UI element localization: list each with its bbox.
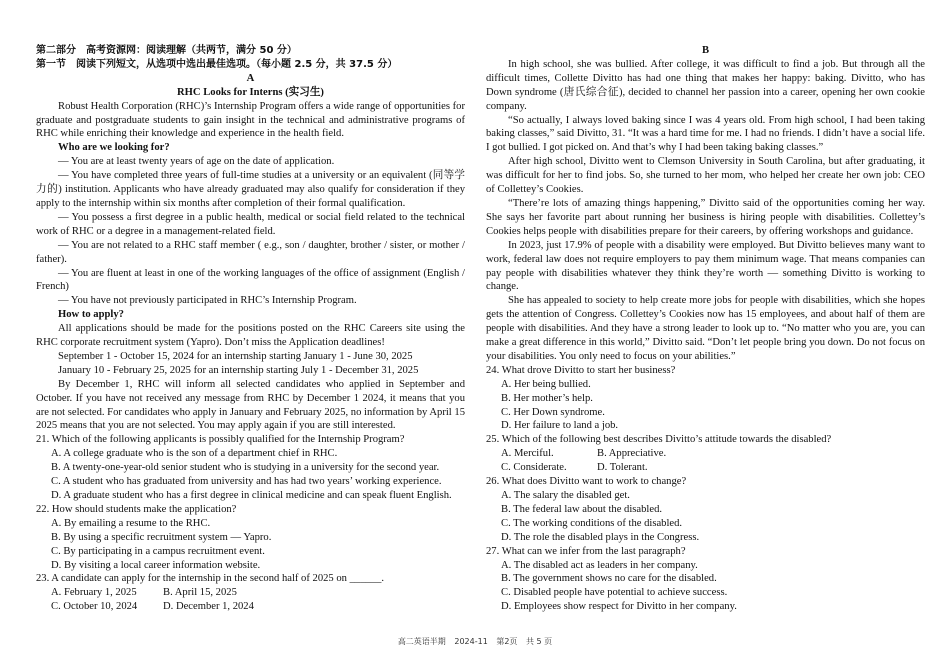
option: A. February 1, 2025 <box>51 587 137 599</box>
option: C. By participating in a campus recruitment event. <box>51 545 265 557</box>
passage-a-label: A <box>246 72 255 84</box>
option: B. April 15, 2025 <box>163 587 237 599</box>
passage-b-label: B <box>701 45 710 56</box>
footer-date: 2024-11 <box>454 637 488 646</box>
how-text: All applications should be made for the positions posted on the RHC Careers site using the RHC corporate recruitment system (Yapro). Don’t miss the Application deadlines! <box>36 323 465 349</box>
question-stem: 25. Which of the following best describes Divitto’s attitude towards the disabled? <box>486 434 832 446</box>
passage-b-paragraph: “There’re lots of amazing things happening,” Divitto said of the opportunities coming her way. She says her favorite part about running her business is hiring people with disabilities. Collettey’s Cookies helps people with disabilities prepare for their careers, by offering workshops and guidance. <box>486 197 925 237</box>
option-row <box>486 447 925 461</box>
option: D. By visiting a local career information website. <box>51 559 261 571</box>
passage-a-closing: By December 1, RHC will inform all selected candidates who applied in September and October. If you have not received any message from RHC by December 1 2024, it means that you are not selected. For candidates who apply in January and February 2025, no information by April 15 2025 means that you are not selected. You may apply again if you are still interested. <box>36 378 465 432</box>
question-stem: 26. What does Divitto want to work to change? <box>486 476 687 488</box>
criterion-item: — You are fluent at least in one of the working languages of the office of assignment (English / French) <box>36 267 465 293</box>
option: A. Merciful. <box>501 448 554 460</box>
option: C. The working conditions of the disabled. <box>501 517 683 529</box>
option: C. Her Down syndrome. <box>501 406 605 418</box>
option: C. Disabled people have potential to achieve success. <box>501 587 728 599</box>
footer-total: 共 5 页 <box>525 637 553 646</box>
criterion-item: — You are at least twenty years of age on the date of application. <box>58 156 335 168</box>
option: D. The role the disabled plays in the Congress. <box>501 531 700 543</box>
passage-b-paragraph: In 2023, just 17.9% of people with a disability were employed. But Divitto believes many want to work, federal law does not require employers to pay them minimum wage. That means companies can pay people with disabilities whatever they think they’re worth — something Divitto is working to change. <box>486 239 925 293</box>
criterion-item: — You have not previously participated in RHC’s Internship Program. <box>58 295 357 307</box>
option: B. The government shows no care for the disabled. <box>501 573 717 585</box>
option-row <box>36 600 465 614</box>
deadline-item: January 10 - February 25, 2025 for an internship starting July 1 - December 31, 2025 <box>58 364 419 376</box>
page-footer <box>0 635 950 649</box>
question-stem: 23. A candidate can apply for the internship in the second half of 2025 on ______. <box>36 573 385 585</box>
option: C. A student who has graduated from university and has had two years’ working experience. <box>51 476 442 488</box>
how-heading: How to apply? <box>58 309 124 321</box>
question-25 <box>486 433 925 475</box>
criterion-item: — You have completed three years of full-time studies at a university or an equivalent (同等学力的) institution. Applicants who have already graduated may also qualify for consideration if they apply to the internship within six months after completion of their formal qualification. <box>36 170 465 209</box>
option: A. The disabled act as leaders in her company. <box>501 559 698 571</box>
section-heading: 第一节 阅读下列短文，从选项中选出最佳选项。（每小题 2.5 分，共 37.5 分） <box>36 58 398 70</box>
option: A. Her being bullied. <box>501 378 591 390</box>
option: A. By emailing a resume to the RHC. <box>51 517 211 529</box>
option: B. The federal law about the disabled. <box>501 503 663 515</box>
question-24 <box>486 364 925 434</box>
right-column <box>486 44 925 614</box>
deadline-item: September 1 - October 15, 2024 for an internship starting January 1 - June 30, 2025 <box>58 350 413 362</box>
passage-b-paragraph: After high school, Divitto went to Clemson University in South Carolina, but after graduating, it was difficult for her to find jobs. So, she turned to her mom, who helped her create her own job: CEO of Collettey’s Cookies. <box>486 156 925 196</box>
option: B. By using a specific recruitment system — Yapro. <box>51 531 272 543</box>
passage-b-paragraph: “So actually, I always loved baking since I was 4 years old. From high school, I had been taking baking classes,” said Divitto, 31. “It was a hard time for me. I had no friends. I didn’t have a social life. I got bullied. I got picked on. And that’s why I had been taking baking classes.” <box>486 114 925 154</box>
option: D. Tolerant. <box>597 462 648 474</box>
option: B. A twenty-one-year-old senior student who is studying in a university for the second year. <box>51 462 440 474</box>
question-26 <box>486 475 925 545</box>
footer-exam: 高二英语半期 <box>397 637 446 646</box>
option: C. Considerate. <box>501 462 567 474</box>
question-stem: 22. How should students make the application? <box>36 503 237 515</box>
part-heading: 第二部分 高考资源网：阅读理解（共两节，满分 50 分） <box>36 45 297 56</box>
option: C. October 10, 2024 <box>51 601 138 613</box>
passage-b-paragraph: In high school, she was bullied. After college, it was difficult to find a job. But through all the difficult times, Collette Divitto has had one thing that makes her happy: baking. Divitto, who has Down syndrome (唐氏综合征), decided to channel her passion into a career, opening her own cookie company. <box>486 58 925 112</box>
passage-a-title: RHC Looks for Interns (实习生) <box>177 86 324 98</box>
passage-b-paragraph: She has appealed to society to help create more jobs for people with disabilities, which she hopes gets the attention of Congress. Collettey’s Cookies now has 15 employees, and about half of them are people with disabilities. And they have a strong leader to look up to. “No matter who you are, you can make a great difference in this world,” Divitto said. “Don’t let people bring you down. Do not focus on your disabilities. You only need to focus on your abilities.” <box>486 295 925 362</box>
option: B. Appreciative. <box>597 448 667 460</box>
option: D. Her failure to land a job. <box>501 420 619 432</box>
criterion-item: — You are not related to a RHC staff member ( e.g., son / daughter, brother / sister, or mother / father). <box>36 239 465 265</box>
option: D. Employees show respect for Divitto in her company. <box>501 601 737 613</box>
question-stem: 24. What drove Divitto to start her business? <box>486 364 676 376</box>
footer-page: 第2页 <box>496 637 518 646</box>
question-27 <box>486 545 925 615</box>
option: A. The salary the disabled get. <box>501 490 630 501</box>
question-stem: 27. What can we infer from the last paragraph? <box>486 545 686 557</box>
who-heading: Who are we looking for? <box>58 142 170 154</box>
option: D. December 1, 2024 <box>163 601 254 613</box>
option: A. A college graduate who is the son of a department chief in RHC. <box>51 448 338 460</box>
option: D. A graduate student who has a first degree in clinical medicine and can speak fluent English. <box>51 490 452 501</box>
question-stem: 21. Which of the following applicants is possibly qualified for the Internship Program? <box>36 434 405 446</box>
option-row <box>36 586 465 600</box>
question-23 <box>36 572 465 614</box>
option: B. Her mother’s help. <box>501 392 593 404</box>
passage-a-intro: Robust Health Corporation (RHC)’s Internship Program offers a wide range of opportunities for graduate and postgraduate students to gain insight in the technical and administrative programs of RHC while enriching their knowledge and experience in the health field. <box>36 100 465 140</box>
question-22 <box>36 503 465 573</box>
question-21 <box>36 433 465 503</box>
option-row <box>486 461 925 475</box>
left-column <box>36 44 465 614</box>
criterion-item: — You possess a first degree in a public health, medical or social field related to the technical work of RHC or a degree in a management-related field. <box>36 211 465 237</box>
